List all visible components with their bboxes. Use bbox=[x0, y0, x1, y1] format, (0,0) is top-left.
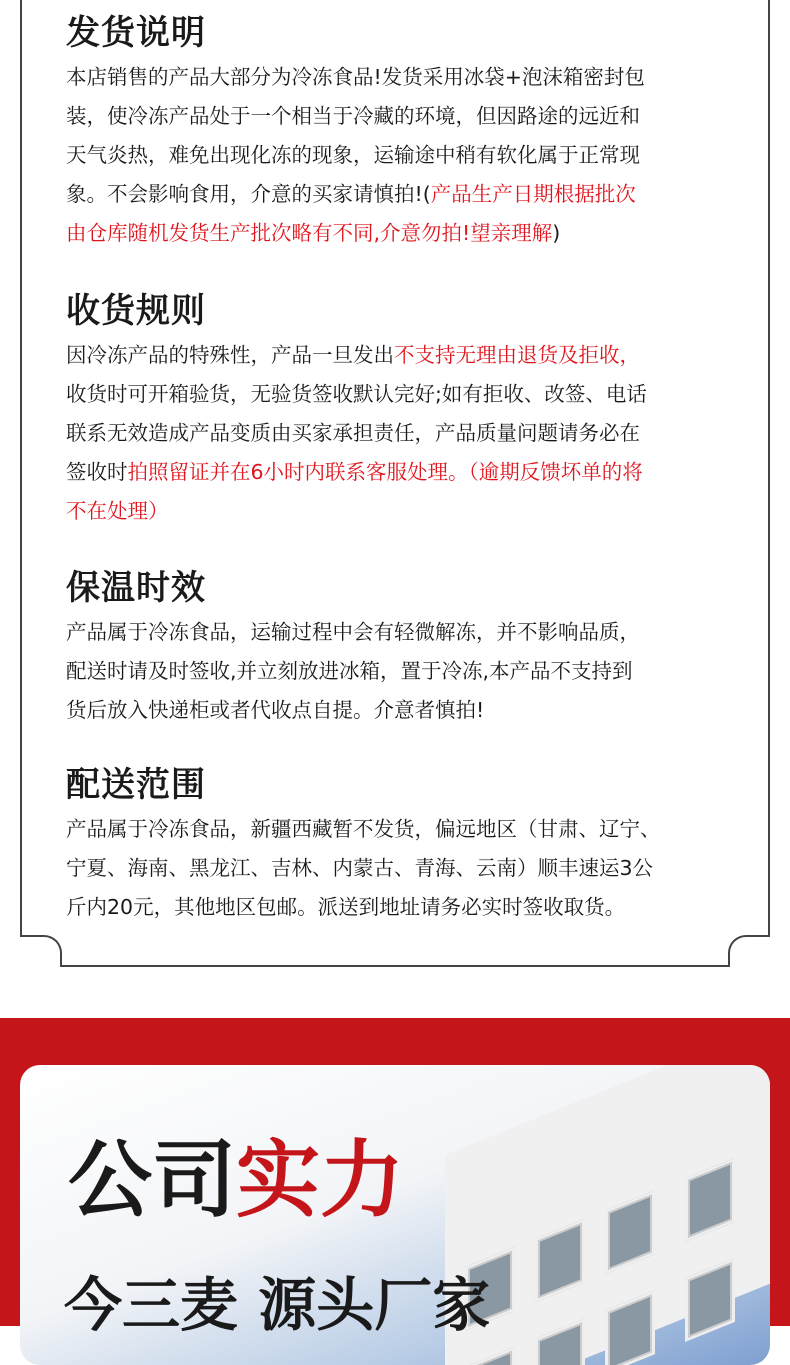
body-text: 产品属于冷冻食品，新疆西藏暂不发货，偏远地区（甘肃、辽宁、 bbox=[66, 817, 661, 841]
section-receiving-rules bbox=[66, 286, 756, 531]
highlight-text: 不支持无理由退货及拒收， bbox=[394, 343, 640, 367]
factory-building bbox=[445, 1065, 770, 1365]
company-subtitle: 今三麦 源头厂家 bbox=[64, 1271, 491, 1339]
body-text: 本店销售的产品大部分为冷冻食品!发货采用冰袋+泡沫箱密封包 bbox=[66, 65, 645, 89]
highlight-text: 拍照留证并在6小时内联系客服处理。（逾期反馈坏单的将 bbox=[127, 460, 643, 484]
body-text: 宁夏、海南、黑龙江、吉林、内蒙古、青海、云南）顺丰速运3公 bbox=[66, 856, 654, 880]
section-shipping-notes bbox=[66, 8, 756, 253]
text-line bbox=[66, 58, 756, 97]
text-line bbox=[66, 613, 756, 652]
text-line bbox=[66, 849, 756, 888]
text-line bbox=[66, 492, 756, 531]
text-line bbox=[66, 414, 756, 453]
text-line bbox=[66, 136, 756, 175]
text-line bbox=[66, 652, 756, 691]
section-insulation-time bbox=[66, 563, 756, 730]
text-line bbox=[66, 97, 756, 136]
text-line bbox=[66, 375, 756, 414]
text-line bbox=[66, 214, 756, 253]
body-text: 货后放入快递柜或者代收点自提。介意者慎拍! bbox=[66, 698, 485, 722]
title-red: 实力 bbox=[236, 1131, 405, 1229]
text-line bbox=[66, 810, 756, 849]
company-title bbox=[68, 1130, 404, 1230]
body-text: 象。不会影响食用，介意的买家请慎拍!( bbox=[66, 182, 431, 206]
section-title: 收货规则 bbox=[66, 291, 206, 331]
body-text: 签收时 bbox=[66, 460, 128, 484]
title-black: 公司 bbox=[68, 1131, 237, 1229]
text-line bbox=[66, 336, 756, 375]
section-delivery-scope bbox=[66, 760, 756, 927]
text-line bbox=[66, 691, 756, 730]
body-text: 因冷冻产品的特殊性，产品一旦发出 bbox=[66, 343, 394, 367]
card-corner-notch bbox=[20, 935, 62, 967]
body-text: 产品属于冷冻食品，运输过程中会有轻微解冻，并不影响品质， bbox=[66, 620, 640, 644]
highlight-text: 不在处理） bbox=[66, 499, 169, 523]
body-text: 收货时可开箱验货，无验货签收默认完好;如有拒收、改签、电话 bbox=[66, 382, 647, 406]
body-text: 配送时请及时签收,并立刻放进冰箱，置于冷冻,本产品不支持到 bbox=[66, 659, 633, 683]
card-corner-notch bbox=[728, 935, 770, 967]
body-text: 装，使冷冻产品处于一个相当于冷藏的环境，但因路途的远近和 bbox=[66, 104, 640, 128]
text-line bbox=[66, 453, 756, 492]
body-text: ) bbox=[552, 221, 561, 245]
text-line bbox=[66, 175, 756, 214]
body-text: 联系无效造成产品变质由买家承担责任，产品质量问题请务必在 bbox=[66, 421, 640, 445]
section-title: 配送范围 bbox=[66, 765, 206, 805]
body-text: 天气炎热，难免出现化冻的现象，运输途中稍有软化属于正常现 bbox=[66, 143, 640, 167]
section-title: 发货说明 bbox=[66, 13, 206, 53]
section-title: 保温时效 bbox=[66, 568, 206, 608]
text-line bbox=[66, 888, 756, 927]
highlight-text: 由仓库随机发货生产批次略有不同,介意勿拍!望亲理解 bbox=[66, 221, 553, 245]
body-text: 斤内20元，其他地区包邮。派送到地址请务必实时签收取货。 bbox=[66, 895, 626, 919]
highlight-text: 产品生产日期根据批次 bbox=[430, 182, 636, 206]
